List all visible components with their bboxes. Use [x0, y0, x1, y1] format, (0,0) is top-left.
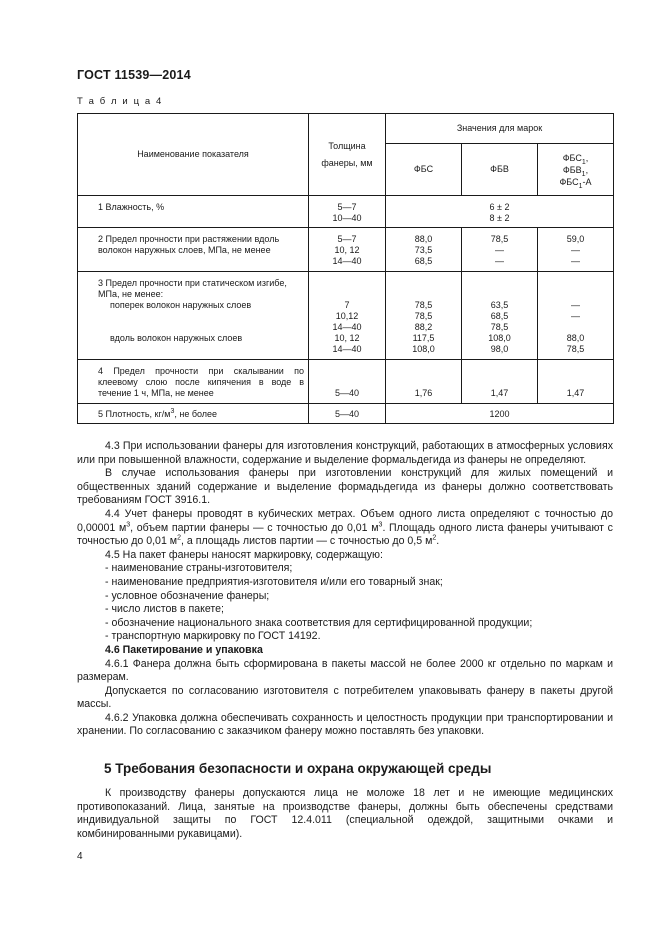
- value: 68,5: [490, 311, 509, 321]
- paragraph-5: К производству фанеры допускаются лица не моложе 18 лет и не имеющие медицинских противопоказаний. Лица, занятые на производстве фанеры, должны быть обеспечены средствами индивидуальной защиты по ГОСТ 12.4.011 (специальной одеждой, защитными очками и комбинированными рукавицами).: [77, 787, 613, 840]
- paragraph-4-5: 4.5 На пакет фанеры наносят маркировку, содержащую:: [105, 548, 383, 561]
- table-row: [78, 272, 614, 360]
- row3-fbs: [386, 272, 462, 360]
- header-fbv1-label: ФБВ: [562, 164, 582, 175]
- p44-part: . Площадь одного листа фанеры учитывают с точностью до 0,01 м: [77, 521, 613, 548]
- row1-values: [386, 196, 614, 228]
- value: —: [495, 256, 504, 266]
- comma: ,: [585, 152, 589, 163]
- section-5-title: 5 Требования безопасности и охрана окружающей среды: [104, 761, 492, 776]
- thk-value: 14—40: [332, 344, 362, 354]
- thk-value: 5—7: [337, 234, 357, 244]
- document-header: ГОСТ 11539—2014: [77, 68, 191, 82]
- subscript: 1: [581, 158, 586, 166]
- header-name-cell: [78, 114, 309, 196]
- paragraph-4-6-1b: Допускается по согласованию изготовителя с потребителем упаковывать фанеру в пакеты другой массы.: [77, 684, 613, 711]
- value: 108,0: [412, 344, 435, 354]
- header-thickness: Толщина фанеры, мм: [321, 140, 373, 168]
- row5-thickness: 5—40: [309, 404, 386, 424]
- paragraph-4-6-1: 4.6.1 Фанера должна быть сформирована в пакеты массой не более 2000 кг отдельно по маркам и размерам.: [77, 657, 613, 684]
- value: 88,2: [414, 322, 433, 332]
- thk-value: 14—40: [332, 322, 362, 332]
- header-values-cell: [386, 114, 614, 144]
- value: —: [571, 245, 580, 255]
- value: 108,0: [488, 333, 511, 343]
- row3-fbv: [462, 272, 538, 360]
- table-row: [78, 360, 614, 404]
- list-item: - условное обозначение фанеры;: [105, 589, 270, 602]
- row3-fbs1: [538, 272, 614, 360]
- value: 63,5: [490, 300, 509, 310]
- row2-fbs: [386, 228, 462, 272]
- row5-value: 1200: [386, 404, 614, 424]
- superscript: 2: [432, 534, 437, 542]
- value: 78,5: [414, 300, 433, 310]
- table-row: [78, 196, 614, 228]
- thk-value: 10, 12: [334, 245, 360, 255]
- value: 98,0: [490, 344, 509, 354]
- value: 88,0: [414, 234, 433, 244]
- value: 78,5: [490, 322, 509, 332]
- value: —: [571, 256, 580, 266]
- suffix: -А: [582, 176, 592, 187]
- superscript: 3: [126, 521, 131, 529]
- header-thickness-cell: [309, 114, 386, 196]
- row3-name-b: поперек волокон наружных слоев: [110, 300, 252, 310]
- value: 8 ± 2: [489, 213, 510, 223]
- thk-value: 10, 12: [334, 333, 360, 343]
- body-text-block: [77, 440, 613, 739]
- header-name: Наименование показателя: [137, 149, 249, 159]
- header-fbv: ФБВ: [462, 144, 538, 196]
- row1-thickness: [309, 196, 386, 228]
- row1-name: 1 Влажность, %: [78, 196, 309, 228]
- row2-fbv: [462, 228, 538, 272]
- value: 88,0: [566, 333, 585, 343]
- row5-name-b: , не более: [174, 409, 218, 419]
- comma: ,: [585, 164, 589, 175]
- value: —: [495, 245, 504, 255]
- value: 6 ± 2: [489, 202, 510, 212]
- subsection-heading-4-6: 4.6 Пакетирование и упаковка: [105, 643, 263, 656]
- row2-thickness: [309, 228, 386, 272]
- row3-name: [78, 272, 309, 360]
- row2-name: 2 Предел прочности при растяжении вдоль волокон наружных слоев, МПа, не менее: [78, 228, 309, 272]
- thk-value: 14—40: [332, 256, 362, 266]
- list-item: - число листов в пакете;: [105, 603, 224, 616]
- list-item: - наименование предприятия-изготовителя и/или его товарный знак;: [105, 575, 443, 588]
- value: 78,5: [414, 311, 433, 321]
- paragraph-4-6-2: 4.6.2 Упаковка должна обеспечивать сохранность и целостность продукции при транспортировании и хранении. По согласованию с заказчиком фанеру можно поставлять без упаковки.: [77, 711, 613, 738]
- list-item: - транспортную маркировку по ГОСТ 14192.: [105, 630, 321, 643]
- properties-table: [77, 113, 614, 424]
- row4-name: 4 Предел прочности при скалывании по клеевому слою после кипячения в воде в течение 1 ч, МПа, не менее: [78, 360, 309, 404]
- list-item: - обозначение национального знака соответствия для сертифицированной продукции;: [105, 616, 533, 629]
- subscript: 1: [581, 170, 586, 178]
- list-item: - наименование страны-изготовителя;: [105, 562, 293, 575]
- p44-part: , а площадь листов партии — с точностью до 0,5 м: [180, 535, 433, 548]
- table-row: [78, 404, 614, 424]
- row4-fbs: 1,76: [386, 360, 462, 404]
- thk-value: 10—40: [332, 213, 362, 223]
- value: [538, 322, 613, 333]
- value: 73,5: [414, 245, 433, 255]
- table-caption: Т а б л и ц а 4: [77, 96, 163, 107]
- row3-thickness: [309, 272, 386, 360]
- paragraph-4-3: 4.3 При использовании фанеры для изготовления конструкций, работающих в атмосферных условиях или при повышенной влажности, содержание и выделение формальдегида из фанеры не определяют.: [77, 440, 613, 466]
- page-number: 4: [77, 851, 83, 862]
- row3-name-c: вдоль волокон наружных слоев: [110, 333, 243, 343]
- value: —: [571, 311, 580, 321]
- superscript: 3: [170, 408, 175, 415]
- thk-value: 5—7: [337, 202, 357, 212]
- row4-fbv: 1,47: [462, 360, 538, 404]
- superscript: 3: [378, 521, 383, 529]
- value: —: [571, 300, 580, 310]
- thk-value: 10,12: [335, 311, 359, 321]
- section-5-body: [77, 787, 613, 841]
- value: 59,0: [566, 234, 585, 244]
- row3-name-a: 3 Предел прочности при статическом изгибе, МПа, не менее:: [98, 278, 287, 299]
- value: 78,5: [490, 234, 509, 244]
- p44-part: , объем партии фанеры — с точностью до 0,01 м: [130, 521, 379, 534]
- p44-part: .: [436, 535, 440, 548]
- value: 78,5: [566, 344, 585, 354]
- header-fbs1-label: ФБС: [562, 152, 582, 163]
- header-values: Значения для марок: [456, 123, 543, 133]
- paragraph-4-4: [77, 508, 613, 549]
- thk-value: 7: [344, 300, 350, 310]
- value: 68,5: [414, 256, 433, 266]
- row5-name: [78, 404, 309, 424]
- table-row: [78, 228, 614, 272]
- paragraph-4-3b: В случае использования фанеры при изготовлении конструкций для жилых помещений и общественных зданий содержание и выделение формадьдегида из фанеры должно соответствовать требованиям ГОСТ 3916.1.: [77, 467, 613, 507]
- superscript: 2: [177, 534, 181, 542]
- header-fbs1-group: [538, 144, 614, 196]
- header-fbs: ФБС: [386, 144, 462, 196]
- row4-thickness: 5—40: [309, 360, 386, 404]
- row4-fbs1: 1,47: [538, 360, 614, 404]
- value: 117,5: [412, 333, 435, 343]
- row2-fbs1: [538, 228, 614, 272]
- p44-part: 4.4 Учет фанеры проводят в кубических метрах. Объем одного листа определяют с точностью до 0,00001 м: [77, 507, 613, 534]
- subscript: 1: [578, 182, 583, 190]
- header-fbs1a-label: ФБС: [559, 176, 579, 187]
- row5-name-a: 5 Плотность, кг/м: [98, 409, 171, 419]
